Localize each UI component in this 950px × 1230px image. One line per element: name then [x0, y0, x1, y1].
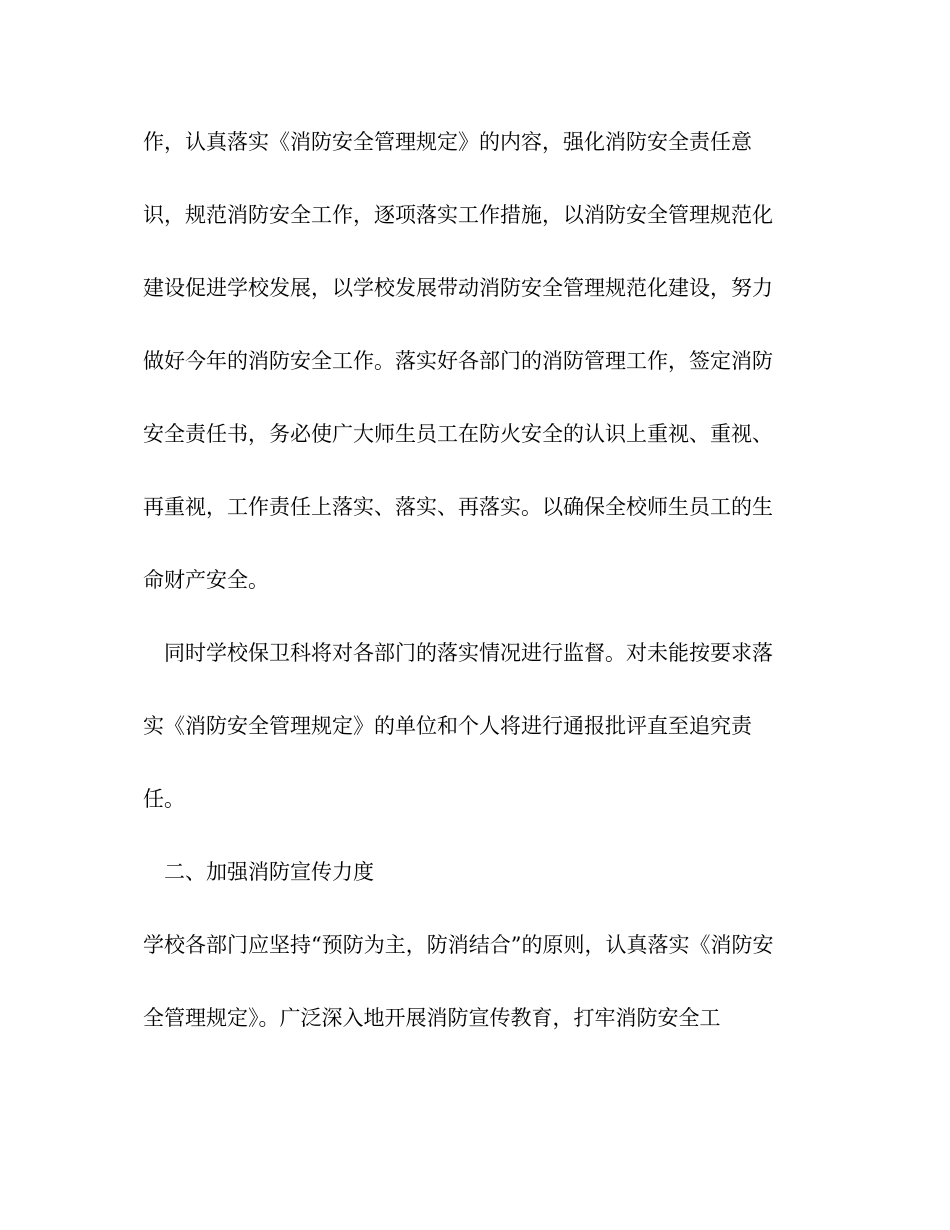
- text-line: 学校各部门应坚持“预防为主，防消结合”的原则，认真落实《消防安: [143, 933, 774, 957]
- text-line: 再重视，工作责任上落实、落实、再落实。以确保全校师生员工的生: [143, 495, 773, 519]
- text-line: 安全责任书，务必使广大师生员工在防火安全的认识上重视、重视、: [143, 422, 773, 446]
- text-line: 识，规范消防安全工作，逐项落实工作措施，以消防安全管理规范化: [143, 203, 773, 227]
- text-line: 全管理规定》。广泛深入地开展消防宣传教育，打牢消防安全工: [143, 1006, 721, 1030]
- text-line: 命财产安全。: [143, 568, 269, 592]
- document-body: [143, 118, 803, 1067]
- section-heading: 二、加强消防宣传力度: [164, 860, 374, 884]
- text-line: 做好今年的消防安全工作。落实好各部门的消防管理工作，签定消防: [143, 349, 773, 373]
- text-line: 建设促进学校发展，以学校发展带动消防安全管理规范化建设，努力: [143, 276, 773, 300]
- paragraph-start-line: 同时学校保卫科将对各部门的落实情况进行监督。对未能按要求落: [164, 641, 773, 665]
- text-line: 作，认真落实《消防安全管理规定》的内容，强化消防安全责任意: [143, 130, 752, 154]
- text-line: 任。: [143, 787, 185, 811]
- text-line: 实《消防安全管理规定》的单位和个人将进行通报批评直至追究责: [143, 714, 752, 738]
